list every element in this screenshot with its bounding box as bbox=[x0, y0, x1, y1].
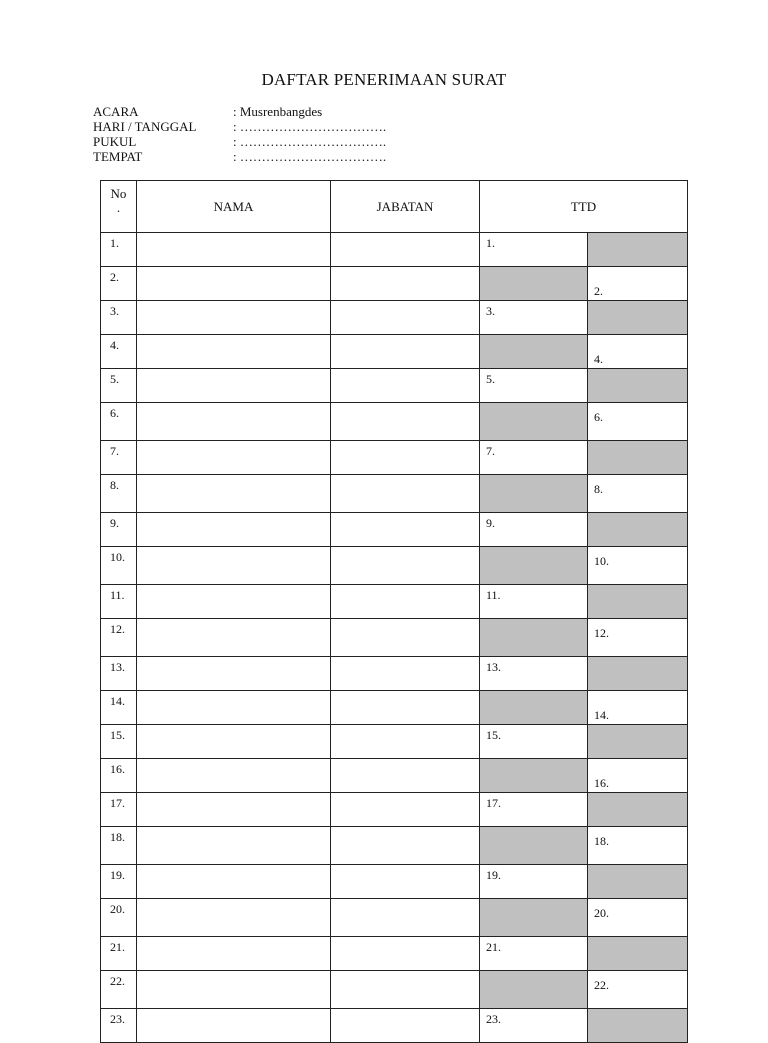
table-row bbox=[101, 899, 688, 937]
jabatan-cell[interactable] bbox=[331, 301, 480, 335]
shaded-cell[interactable] bbox=[480, 899, 588, 937]
signature-cell[interactable]: 12. bbox=[588, 619, 688, 657]
nama-cell[interactable] bbox=[137, 865, 331, 899]
header-no bbox=[101, 181, 137, 233]
table-row bbox=[101, 827, 688, 865]
signature-cell[interactable]: 2. bbox=[588, 267, 688, 301]
table-row bbox=[101, 657, 688, 691]
table-row bbox=[101, 441, 688, 475]
nama-cell[interactable] bbox=[137, 403, 331, 441]
info-value-hari-tanggal: : ……………………………. bbox=[233, 119, 387, 134]
table-row bbox=[101, 369, 688, 403]
header-jabatan: JABATAN bbox=[331, 181, 480, 233]
table-row bbox=[101, 547, 688, 585]
nama-cell[interactable] bbox=[137, 547, 331, 585]
jabatan-cell[interactable] bbox=[331, 1009, 480, 1043]
signature-cell[interactable]: 3. bbox=[480, 301, 588, 335]
table-header-row bbox=[101, 181, 688, 233]
shaded-cell[interactable] bbox=[480, 971, 588, 1009]
shaded-cell[interactable] bbox=[480, 759, 588, 793]
table-row bbox=[101, 619, 688, 657]
header-no-line2: . bbox=[116, 200, 121, 215]
row-number: 3. bbox=[101, 301, 137, 335]
nama-cell[interactable] bbox=[137, 513, 331, 547]
nama-cell[interactable] bbox=[137, 937, 331, 971]
nama-cell[interactable] bbox=[137, 827, 331, 865]
jabatan-cell[interactable] bbox=[331, 369, 480, 403]
info-row-acara bbox=[93, 104, 386, 119]
signature-cell[interactable]: 8. bbox=[588, 475, 688, 513]
signature-cell[interactable]: 10. bbox=[588, 547, 688, 585]
nama-cell[interactable] bbox=[137, 369, 331, 403]
table-row bbox=[101, 267, 688, 301]
shaded-cell[interactable] bbox=[480, 475, 588, 513]
nama-cell[interactable] bbox=[137, 475, 331, 513]
row-number: 2. bbox=[101, 267, 137, 301]
jabatan-cell[interactable] bbox=[331, 793, 480, 827]
info-row-hari-tanggal bbox=[93, 119, 386, 134]
jabatan-cell[interactable] bbox=[331, 899, 480, 937]
document-title: DAFTAR PENERIMAAN SURAT bbox=[261, 70, 507, 89]
table-row bbox=[101, 793, 688, 827]
signature-cell[interactable]: 14. bbox=[588, 691, 688, 725]
shaded-cell[interactable] bbox=[588, 865, 688, 899]
shaded-cell[interactable] bbox=[480, 827, 588, 865]
jabatan-cell[interactable] bbox=[331, 403, 480, 441]
row-number: 16. bbox=[101, 759, 137, 793]
shaded-cell[interactable] bbox=[588, 1009, 688, 1043]
row-number: 21. bbox=[101, 937, 137, 971]
row-number: 13. bbox=[101, 657, 137, 691]
table-row bbox=[101, 691, 688, 725]
info-value-pukul: : ……………………………. bbox=[233, 134, 387, 149]
nama-cell[interactable] bbox=[137, 619, 331, 657]
jabatan-cell[interactable] bbox=[331, 267, 480, 301]
jabatan-cell[interactable] bbox=[331, 657, 480, 691]
signature-cell[interactable]: 15. bbox=[480, 725, 588, 759]
jabatan-cell[interactable] bbox=[331, 441, 480, 475]
recipient-table bbox=[100, 180, 688, 1043]
row-number: 15. bbox=[101, 725, 137, 759]
table-row bbox=[101, 585, 688, 619]
table-row bbox=[101, 335, 688, 369]
row-number: 22. bbox=[101, 971, 137, 1009]
table-row bbox=[101, 513, 688, 547]
shaded-cell[interactable] bbox=[588, 937, 688, 971]
info-label-tempat: TEMPAT bbox=[93, 149, 143, 164]
row-number: 14. bbox=[101, 691, 137, 725]
jabatan-cell[interactable] bbox=[331, 759, 480, 793]
header-nama: NAMA bbox=[137, 181, 331, 233]
table-row bbox=[101, 403, 688, 441]
table-row bbox=[101, 937, 688, 971]
nama-cell[interactable] bbox=[137, 1009, 331, 1043]
shaded-cell[interactable] bbox=[480, 335, 588, 369]
shaded-cell[interactable] bbox=[588, 725, 688, 759]
row-number: 20. bbox=[101, 899, 137, 937]
signature-cell[interactable]: 18. bbox=[588, 827, 688, 865]
nama-cell[interactable] bbox=[137, 233, 331, 267]
shaded-cell[interactable] bbox=[588, 513, 688, 547]
nama-cell[interactable] bbox=[137, 725, 331, 759]
header-no-line1: No bbox=[110, 186, 127, 201]
nama-cell[interactable] bbox=[137, 585, 331, 619]
nama-cell[interactable] bbox=[137, 899, 331, 937]
signature-cell[interactable]: 5. bbox=[480, 369, 588, 403]
row-number: 23. bbox=[101, 1009, 137, 1043]
signature-cell[interactable]: 16. bbox=[588, 759, 688, 793]
row-number: 7. bbox=[101, 441, 137, 475]
jabatan-cell[interactable] bbox=[331, 725, 480, 759]
shaded-cell[interactable] bbox=[588, 301, 688, 335]
table-row bbox=[101, 475, 688, 513]
row-number: 17. bbox=[101, 793, 137, 827]
row-number: 18. bbox=[101, 827, 137, 865]
shaded-cell[interactable] bbox=[588, 441, 688, 475]
nama-cell[interactable] bbox=[137, 267, 331, 301]
signature-cell[interactable]: 13. bbox=[480, 657, 588, 691]
jabatan-cell[interactable] bbox=[331, 547, 480, 585]
row-number: 1. bbox=[101, 233, 137, 267]
signature-cell[interactable]: 1. bbox=[480, 233, 588, 267]
jabatan-cell[interactable] bbox=[331, 585, 480, 619]
signature-cell[interactable]: 20. bbox=[588, 899, 688, 937]
info-block bbox=[93, 104, 386, 164]
jabatan-cell[interactable] bbox=[331, 937, 480, 971]
shaded-cell[interactable] bbox=[588, 793, 688, 827]
signature-cell[interactable]: 19. bbox=[480, 865, 588, 899]
shaded-cell[interactable] bbox=[480, 267, 588, 301]
info-label-acara: ACARA bbox=[93, 104, 139, 119]
table-row bbox=[101, 865, 688, 899]
info-label-hari-tanggal: HARI / TANGGAL bbox=[93, 119, 197, 134]
nama-cell[interactable] bbox=[137, 971, 331, 1009]
info-value-acara: : Musrenbangdes bbox=[233, 104, 323, 119]
info-value-tempat: : ……………………………. bbox=[233, 149, 387, 164]
row-number: 8. bbox=[101, 475, 137, 513]
shaded-cell[interactable] bbox=[480, 691, 588, 725]
row-number: 11. bbox=[101, 585, 137, 619]
row-number: 19. bbox=[101, 865, 137, 899]
jabatan-cell[interactable] bbox=[331, 513, 480, 547]
shaded-cell[interactable] bbox=[480, 403, 588, 441]
signature-cell[interactable]: 11. bbox=[480, 585, 588, 619]
shaded-cell[interactable] bbox=[588, 233, 688, 267]
jabatan-cell[interactable] bbox=[331, 827, 480, 865]
shaded-cell[interactable] bbox=[588, 585, 688, 619]
signature-cell[interactable]: 4. bbox=[588, 335, 688, 369]
signature-cell[interactable]: 22. bbox=[588, 971, 688, 1009]
jabatan-cell[interactable] bbox=[331, 475, 480, 513]
jabatan-cell[interactable] bbox=[331, 233, 480, 267]
table-row bbox=[101, 233, 688, 267]
table-row bbox=[101, 1009, 688, 1043]
nama-cell[interactable] bbox=[137, 441, 331, 475]
shaded-cell[interactable] bbox=[588, 369, 688, 403]
jabatan-cell[interactable] bbox=[331, 691, 480, 725]
nama-cell[interactable] bbox=[137, 657, 331, 691]
table-row bbox=[101, 971, 688, 1009]
shaded-cell[interactable] bbox=[588, 657, 688, 691]
row-number: 9. bbox=[101, 513, 137, 547]
jabatan-cell[interactable] bbox=[331, 619, 480, 657]
nama-cell[interactable] bbox=[137, 691, 331, 725]
signature-cell[interactable]: 17. bbox=[480, 793, 588, 827]
shaded-cell[interactable] bbox=[480, 619, 588, 657]
info-row-tempat bbox=[93, 149, 386, 164]
row-number: 10. bbox=[101, 547, 137, 585]
info-row-pukul bbox=[93, 134, 386, 149]
jabatan-cell[interactable] bbox=[331, 335, 480, 369]
signature-cell[interactable]: 6. bbox=[588, 403, 688, 441]
row-number: 5. bbox=[101, 369, 137, 403]
signature-cell[interactable]: 9. bbox=[480, 513, 588, 547]
jabatan-cell[interactable] bbox=[331, 971, 480, 1009]
signature-cell[interactable]: 23. bbox=[480, 1009, 588, 1043]
row-number: 4. bbox=[101, 335, 137, 369]
nama-cell[interactable] bbox=[137, 759, 331, 793]
signature-cell[interactable]: 7. bbox=[480, 441, 588, 475]
row-number: 12. bbox=[101, 619, 137, 657]
signature-cell[interactable]: 21. bbox=[480, 937, 588, 971]
table-row bbox=[101, 759, 688, 793]
table-row bbox=[101, 301, 688, 335]
nama-cell[interactable] bbox=[137, 335, 331, 369]
table-body bbox=[101, 233, 688, 1043]
jabatan-cell[interactable] bbox=[331, 865, 480, 899]
nama-cell[interactable] bbox=[137, 793, 331, 827]
shaded-cell[interactable] bbox=[480, 547, 588, 585]
info-label-pukul: PUKUL bbox=[93, 134, 137, 149]
header-ttd: TTD bbox=[480, 181, 688, 233]
nama-cell[interactable] bbox=[137, 301, 331, 335]
table-row bbox=[101, 725, 688, 759]
row-number: 6. bbox=[101, 403, 137, 441]
